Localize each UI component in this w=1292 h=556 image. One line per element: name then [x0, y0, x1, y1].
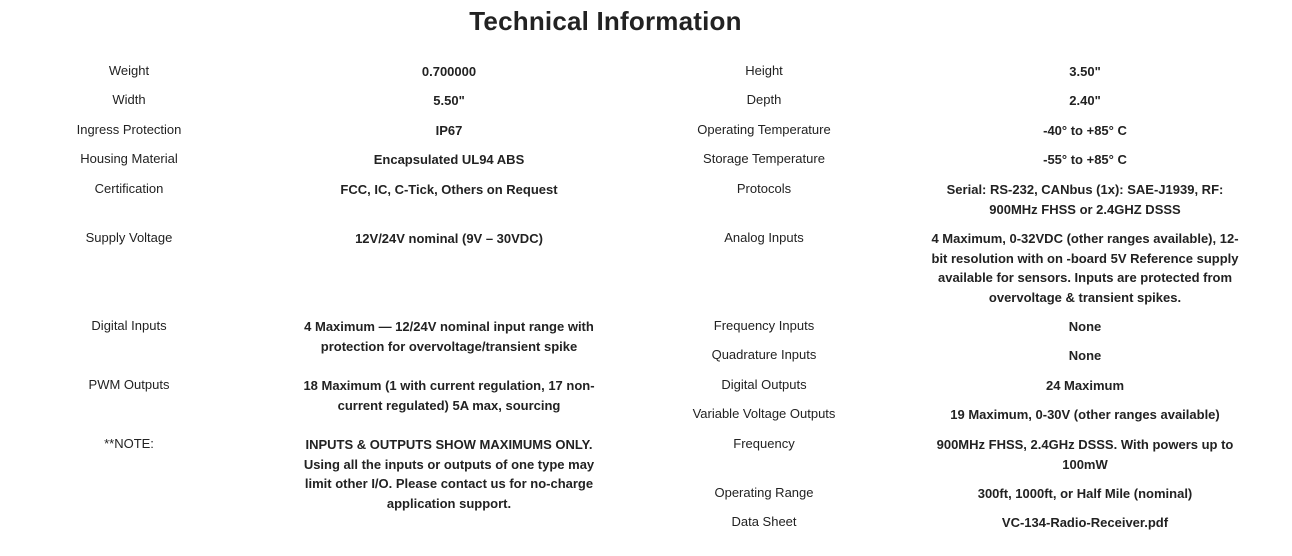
spec-value — [258, 179, 640, 200]
spec-label: Variable Voltage Outputs — [692, 406, 836, 421]
spec-value — [888, 149, 1282, 170]
spec-label: **NOTE: — [104, 436, 154, 451]
spec-label: Protocols — [736, 181, 792, 196]
spec-value — [888, 316, 1282, 337]
spec-value-text: 4 Maximum — 12/24V nominal input range with protection for overvoltage/transient spike — [304, 319, 594, 354]
spec-row-note — [0, 434, 640, 522]
spec-label: Storage Temperature — [703, 151, 825, 166]
spec-value — [888, 434, 1282, 474]
spec-row-digital-inputs — [0, 316, 640, 375]
spec-value-text: 0.700000 — [421, 64, 477, 79]
spec-value-text: 24 Maximum — [1045, 378, 1125, 393]
spec-row-storage-temperature — [640, 149, 1292, 179]
spec-row-pwm-outputs — [0, 375, 640, 434]
spec-label: Width — [112, 92, 146, 107]
spec-label: Quadrature Inputs — [711, 347, 817, 362]
spec-value — [258, 316, 640, 356]
spec-value-text: 300ft, 1000ft, or Half Mile (nominal) — [977, 486, 1193, 501]
spec-value-text: Serial: RS-232, CANbus (1x): SAE-J1939, RF: 900MHz FHSS or 2.4GHZ DSSS — [946, 182, 1224, 217]
spec-value — [258, 90, 640, 111]
spec-row-ingress-protection — [0, 120, 640, 149]
spec-value — [258, 61, 640, 82]
spec-value-text: 5.50" — [433, 93, 465, 108]
spec-row-protocols — [640, 179, 1292, 228]
spec-value — [888, 375, 1282, 396]
spec-value-text: 19 Maximum, 0-30V (other ranges available) — [950, 407, 1220, 422]
spec-value — [888, 61, 1282, 82]
spec-value-text: Encapsulated UL94 ABS — [373, 152, 525, 167]
spec-row-supply-voltage — [0, 228, 640, 316]
spec-row-housing-material — [0, 149, 640, 179]
spec-value-text: 3.50" — [1069, 64, 1101, 79]
spec-value — [258, 120, 640, 141]
spec-row-height — [640, 61, 1292, 90]
spec-label: Operating Range — [714, 485, 814, 500]
spec-label: Supply Voltage — [85, 230, 173, 245]
spec-row-operating-temperature — [640, 120, 1292, 149]
spec-value — [888, 228, 1282, 307]
spec-value — [258, 149, 640, 170]
spec-row-depth — [640, 90, 1292, 120]
spec-row-variable-voltage-outputs — [640, 404, 1292, 434]
spec-label: Frequency Inputs — [713, 318, 815, 333]
spec-label: Height — [745, 63, 783, 78]
spec-value — [888, 512, 1282, 533]
spec-label: Analog Inputs — [724, 230, 804, 245]
spec-label: Digital Inputs — [91, 318, 167, 333]
spec-value-text: INPUTS & OUTPUTS SHOW MAXIMUMS ONLY. Using all the inputs or outputs of one type may limit other I/O. Please contact us for no-charge application support. — [303, 437, 595, 511]
spec-row-frequency — [640, 434, 1292, 483]
spec-row-data-sheet — [640, 512, 1292, 541]
spec-value-text: 18 Maximum (1 with current regulation, 17 non-current regulated) 5A max, sourcing — [303, 378, 595, 413]
spec-value — [888, 483, 1282, 504]
spec-value-text: None — [1068, 348, 1102, 363]
spec-column-right — [640, 61, 1292, 541]
spec-label: Digital Outputs — [721, 377, 807, 392]
spec-label: Operating Temperature — [697, 122, 831, 137]
spec-label: Frequency — [733, 436, 795, 451]
page-title: Technical Information — [469, 6, 742, 36]
spec-row-quadrature-inputs — [640, 345, 1292, 375]
spec-value — [258, 228, 640, 249]
spec-label: Housing Material — [80, 151, 178, 166]
spec-row-digital-outputs — [640, 375, 1292, 404]
spec-label: Weight — [108, 63, 150, 78]
spec-value — [888, 345, 1282, 366]
spec-label: PWM Outputs — [88, 377, 170, 392]
spec-value-text: FCC, IC, C-Tick, Others on Request — [340, 182, 558, 197]
spec-label: Certification — [94, 181, 164, 196]
spec-value — [888, 120, 1282, 141]
spec-value — [888, 404, 1282, 425]
spec-label: Data Sheet — [731, 514, 797, 529]
spec-value — [888, 179, 1282, 219]
spec-value-text: 12V/24V nominal (9V – 30VDC) — [355, 231, 543, 246]
spec-value-text: -40° to +85° C — [1043, 123, 1127, 138]
spec-value — [888, 90, 1282, 111]
spec-value — [258, 375, 640, 415]
spec-value-text: None — [1068, 319, 1102, 334]
spec-row-analog-inputs — [640, 228, 1292, 316]
spec-row-certification — [0, 179, 640, 228]
spec-value-text: 4 Maximum, 0-32VDC (other ranges available), 12-bit resolution with on -board 5V Reference supply available for sensors. Inputs are protected from overvoltage & transient spikes. — [931, 231, 1239, 305]
spec-value — [258, 434, 640, 513]
spec-label: Ingress Protection — [76, 122, 182, 137]
spec-row-width — [0, 90, 640, 120]
spec-label: Depth — [746, 92, 782, 107]
spec-value-text: -55° to +85° C — [1043, 152, 1127, 167]
spec-row-frequency-inputs — [640, 316, 1292, 345]
spec-value-text: 2.40" — [1069, 93, 1101, 108]
spec-value-text: 900MHz FHSS, 2.4GHz DSSS. With powers up to 100mW — [936, 437, 1234, 472]
spec-row-operating-range — [640, 483, 1292, 512]
spec-value-text: IP67 — [435, 123, 463, 138]
data-sheet-link[interactable]: VC-134-Radio-Receiver.pdf — [1001, 515, 1169, 530]
spec-column-left — [0, 61, 640, 522]
spec-row-weight — [0, 61, 640, 90]
